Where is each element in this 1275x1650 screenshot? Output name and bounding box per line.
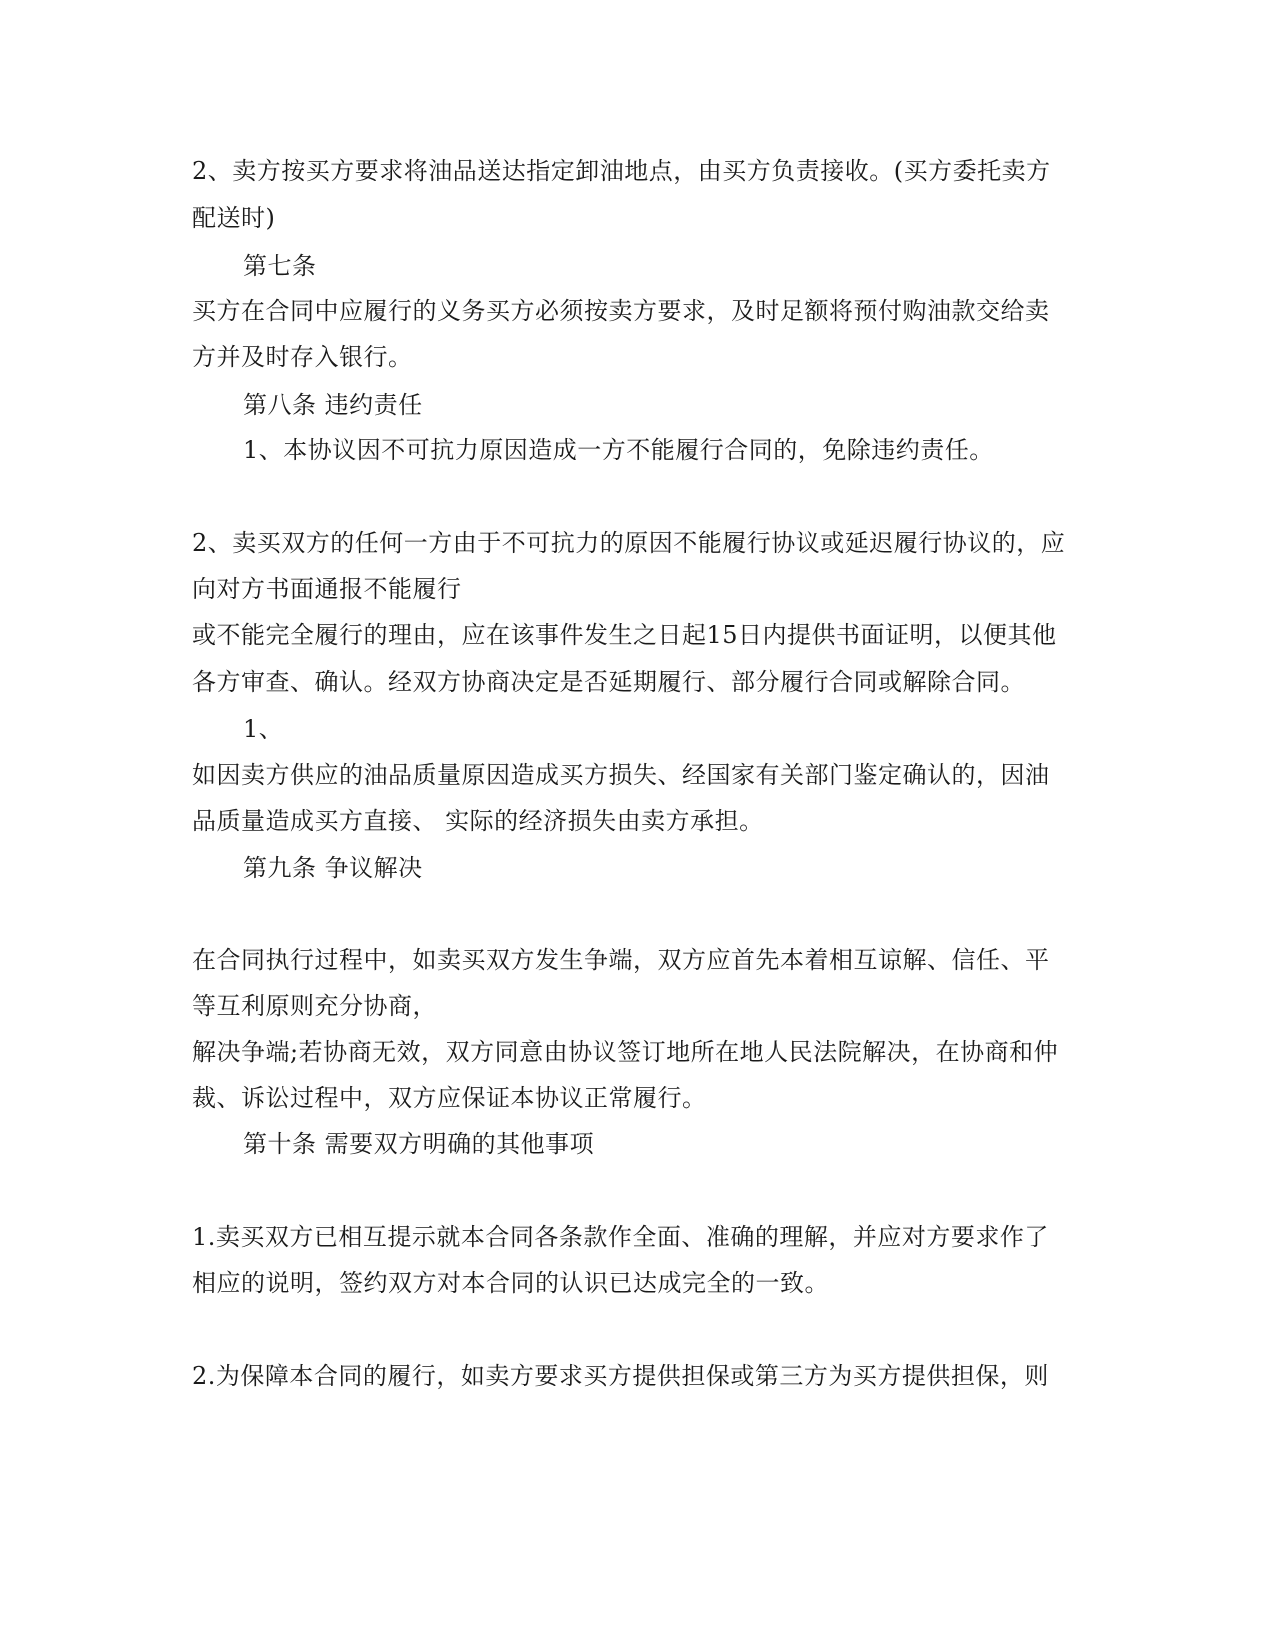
paragraph-line: 相应的说明，签约双方对本合同的认识已达成完全的一致。 [192,1269,829,1297]
paragraph-line: 买方在合同中应履行的义务买方必须按卖方要求，及时足额将预付购油款交给卖 [192,297,1050,325]
paragraph-line: 2、卖方按买方要求将油品送达指定卸油地点，由买方负责接收。(买方委托卖方 [192,157,1051,185]
paragraph-line: 品质量造成买方直接、 实际的经济损失由卖方承担。 [192,807,764,835]
paragraph-line: 2.为保障本合同的履行，如卖方要求买方提供担保或第三方为买方提供担保，则 [192,1362,1049,1390]
paragraph-line: 如因卖方供应的油品质量原因造成买方损失、经国家有关部门鉴定确认的，因油 [192,761,1050,789]
paragraph-line: 在合同执行过程中，如卖买双方发生争端，双方应首先本着相互谅解、信任、平 [192,946,1050,974]
paragraph-line: 等互利原则充分协商， [192,992,437,1020]
section-heading: 第十条 需要双方明确的其他事项 [243,1130,595,1158]
paragraph-line: 2、卖买双方的任何一方由于不可抗力的原因不能履行协议或延迟履行协议的，应 [192,529,1066,557]
paragraph-line: 1、本协议因不可抗力原因造成一方不能履行合同的，免除违约责任。 [243,436,994,464]
paragraph-line: 1.卖买双方已相互提示就本合同各条款作全面、准确的理解，并应对方要求作了 [192,1223,1049,1251]
list-number: 1、 [243,715,284,743]
paragraph-line: 或不能完全履行的理由，应在该事件发生之日起15日内提供书面证明，以便其他 [192,621,1057,649]
paragraph-line: 裁、诉讼过程中，双方应保证本协议正常履行。 [192,1084,707,1112]
section-heading: 第八条 违约责任 [243,391,423,419]
paragraph-line: 方并及时存入银行。 [192,343,413,371]
paragraph-line: 各方审查、确认。经双方协商决定是否延期履行、部分履行合同或解除合同。 [192,668,1025,696]
section-heading: 第九条 争议解决 [243,854,423,882]
paragraph-line: 向对方书面通报不能履行 [192,575,462,603]
paragraph-line: 解决争端;若协商无效，双方同意由协议签订地所在地人民法院解决，在协商和仲 [192,1038,1059,1066]
paragraph-line: 配送时) [192,204,276,232]
section-heading: 第七条 [243,252,317,280]
